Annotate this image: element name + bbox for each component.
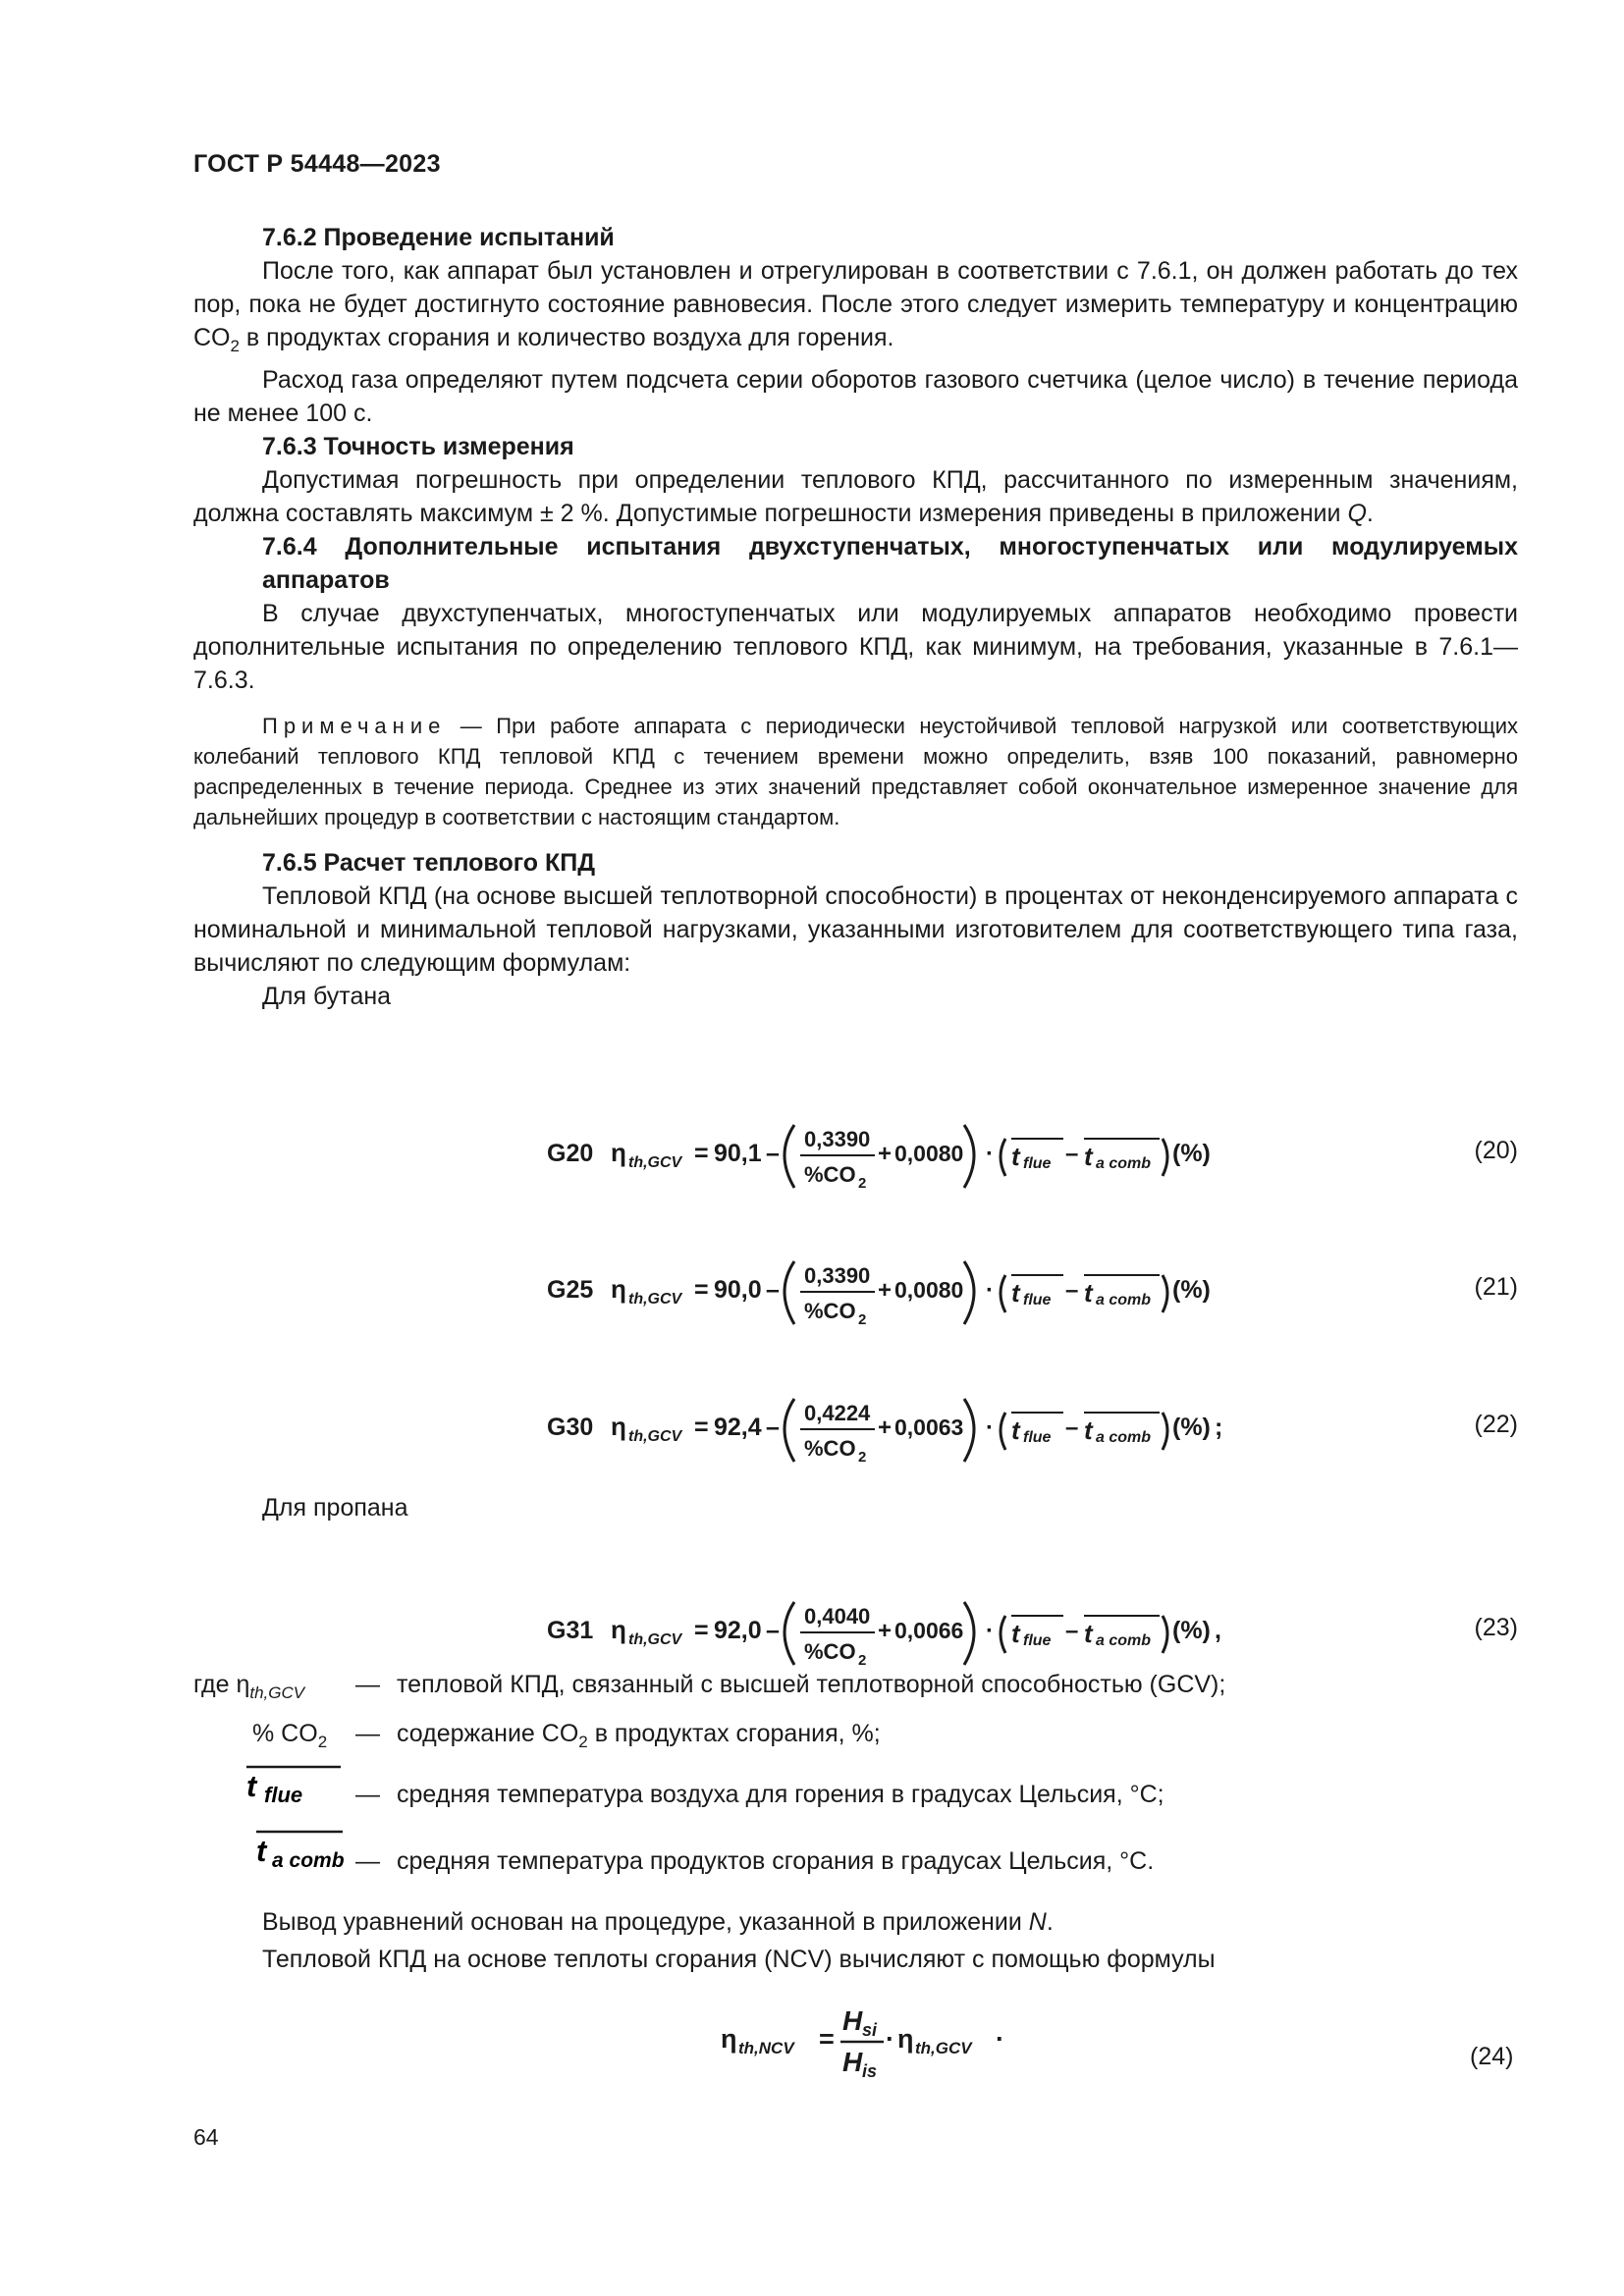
hsi-subscript: si: [862, 2020, 878, 2040]
eta-symbol: η: [721, 2024, 737, 2054]
eta-symbol: η: [611, 1412, 626, 1441]
hsi-h: H: [842, 2005, 863, 2036]
equals-sign: =: [819, 2024, 835, 2054]
eta-subscript: th,GCV: [628, 1631, 682, 1648]
close-paren-2: [1163, 1413, 1167, 1450]
dot: ·: [886, 2024, 894, 2054]
open-paren: [785, 1399, 794, 1462]
variable-t-flue: [193, 1769, 1518, 1820]
open-paren: [785, 1261, 794, 1324]
acomb-subscript: a comb: [1096, 1429, 1152, 1446]
his-h: H: [842, 2047, 863, 2077]
butane-label: Для бутана: [262, 983, 392, 1010]
minus-sign: –: [1065, 1141, 1079, 1167]
flue-subscript: flue: [1023, 1632, 1052, 1649]
equation-number: (20): [1474, 1137, 1518, 1164]
dash: —: [355, 1671, 380, 1698]
plus-sign: +: [878, 1415, 893, 1441]
t-flue-description: средняя температура воздуха для горения в градусах Цельсия, °C;: [397, 1781, 1164, 1808]
t-letter: t: [1011, 1619, 1020, 1648]
open-paren-2: [1001, 1139, 1005, 1176]
co2-subscript: 2: [858, 1311, 867, 1328]
percent-co2: %CO: [804, 1162, 856, 1187]
trailing-punctuation: ,: [1215, 1617, 1221, 1644]
flue-subscript: flue: [264, 1783, 303, 1807]
text: После того, как аппарат был установлен и отрегулирован в соответствии с 7.6.1, он должен работать до тех пор, пока не будет достигнуто состояние равновесия. После этого следует измерить температуру и концентрацию CO: [193, 257, 1518, 351]
ncv-paragraph: Тепловой КПД на основе теплоты сгорания (NCV) вычисляют с помощью формулы: [262, 1946, 1216, 1973]
gas-label: G25: [547, 1276, 594, 1304]
section-7-6-4-heading: 7.6.4 Дополнительные испытания двухступенчатых, многоступенчатых или модулируемых аппаратов: [262, 533, 1518, 594]
close-paren-2: [1163, 1275, 1167, 1312]
gas-label: G20: [547, 1140, 594, 1167]
eta-symbol: η: [897, 2024, 914, 2054]
note-label: Примечание: [262, 714, 447, 738]
plus-sign: +: [878, 1277, 893, 1304]
close-paren: [964, 1261, 974, 1324]
percent-unit: (%): [1172, 1140, 1211, 1167]
coefficient-numerator: 0,3390: [804, 1263, 871, 1288]
eta-symbol: η: [611, 1138, 626, 1167]
flue-subscript: flue: [1023, 1155, 1052, 1172]
eta-symbol: η: [236, 1671, 250, 1698]
additive-constant: 0,0080: [894, 1277, 964, 1303]
co2-text: % CO: [252, 1720, 318, 1747]
t-letter: t: [256, 1834, 267, 1868]
dash: —: [355, 1847, 380, 1875]
acomb-subscript: a comb: [1096, 1155, 1152, 1172]
formula-expression: [193, 1592, 1421, 1681]
flue-subscript: flue: [1023, 1429, 1052, 1446]
constant-value: 90,1: [714, 1140, 762, 1167]
text: .: [1366, 500, 1374, 527]
text: в продуктах сгорания и количество воздуха для горения.: [239, 324, 894, 351]
equation-number-24: (24): [1470, 2043, 1514, 2070]
acomb-subscript: a comb: [1096, 1292, 1152, 1308]
annex-n-paragraph: [262, 1908, 1054, 1937]
percent-unit: (%): [1172, 1617, 1211, 1644]
gas-label: G31: [547, 1617, 594, 1644]
propane-label: Для пропана: [262, 1494, 408, 1522]
formula-expression: [193, 1389, 1421, 1477]
page-number: 64: [193, 2124, 219, 2150]
text: Допустимая погрешность при определении теплового КПД, рассчитанного по измеренным значениям, должна составлять максимум ± 2 %. Допустимые погрешности измерения приведены в приложении: [193, 466, 1518, 527]
dot: ·: [986, 1618, 994, 1644]
t-acomb-symbol: [254, 1826, 362, 1877]
his-subscript: is: [862, 2061, 878, 2081]
additive-constant: 0,0063: [894, 1415, 964, 1440]
open-paren-2: [1001, 1413, 1005, 1450]
equation-number: (23): [1474, 1614, 1518, 1641]
percent-unit: (%): [1172, 1414, 1211, 1441]
gcv-subscript: th,GCV: [915, 2039, 972, 2057]
close-paren: [964, 1602, 974, 1665]
constant-value: 92,4: [714, 1414, 762, 1441]
variable-t-acomb: [193, 1834, 1518, 1887]
minus-sign: –: [1065, 1618, 1079, 1644]
coefficient-numerator: 0,3390: [804, 1127, 871, 1151]
eta-subscript: th,GCV: [628, 1291, 682, 1308]
plus-sign: +: [878, 1141, 893, 1167]
percent-co2: %CO: [804, 1299, 856, 1323]
paragraph: [193, 463, 1518, 530]
paragraph: [193, 254, 1518, 363]
t-acomb-description: средняя температура продуктов сгорания в градусах Цельсия, °C.: [397, 1847, 1155, 1875]
t-flue-symbol: [243, 1761, 351, 1810]
text: в продуктах сгорания, %;: [587, 1720, 881, 1747]
formula-24: [717, 1993, 1051, 2091]
percent-unit: (%): [1172, 1276, 1211, 1304]
co2-symbol: [252, 1720, 327, 1752]
dot: ·: [996, 2024, 1004, 2054]
open-paren: [785, 1125, 794, 1188]
eta-subscript: th,GCV: [628, 1428, 682, 1445]
document-designation: ГОСТ Р 54448—2023: [193, 150, 441, 178]
t-letter: t: [246, 1769, 257, 1803]
open-paren-2: [1001, 1275, 1005, 1312]
section-7-6-3-heading: 7.6.3 Точность измерения: [262, 433, 574, 460]
close-paren-2: [1163, 1616, 1167, 1653]
constant-value: 90,0: [714, 1276, 762, 1304]
section-7-6-5-heading: 7.6.5 Расчет теплового КПД: [262, 849, 596, 877]
gas-label: G30: [547, 1414, 594, 1441]
formula-23: [193, 1592, 1518, 1681]
eta-symbol: η: [611, 1615, 626, 1644]
minus-sign: –: [1065, 1415, 1079, 1441]
co2-subscript: 2: [858, 1652, 867, 1669]
equals-sign: =: [694, 1276, 709, 1304]
percent-co2: %CO: [804, 1436, 856, 1461]
t-letter: t: [1084, 1278, 1093, 1308]
close-paren-2: [1163, 1139, 1167, 1176]
t-letter: t: [1011, 1142, 1020, 1171]
eta-subscript: th,GCV: [249, 1683, 305, 1702]
minus-sign: –: [766, 1276, 780, 1304]
equation-number: (21): [1474, 1273, 1518, 1301]
minus-sign: –: [766, 1140, 780, 1167]
note: [193, 711, 1518, 832]
eta-symbol: η: [611, 1274, 626, 1304]
coefficient-numerator: 0,4224: [804, 1401, 871, 1425]
formula-expression: [193, 1115, 1421, 1203]
formula-22: [193, 1389, 1518, 1477]
paragraph: Расход газа определяют путем подсчета серии оборотов газового счетчика (целое число) в течение периода не менее 100 с.: [193, 366, 1518, 427]
eta-subscript: th,GCV: [628, 1154, 682, 1171]
text: Вывод уравнений основан на процедуре, указанной в приложении: [262, 1908, 1029, 1936]
close-paren: [964, 1399, 974, 1462]
percent-co2: %CO: [804, 1639, 856, 1664]
dash: —: [355, 1720, 380, 1747]
t-letter: t: [1084, 1142, 1093, 1171]
paragraph: В случае двухступенчатых, многоступенчатых или модулируемых аппаратов необходимо провести дополнительные испытания по определению теплового КПД, как минимум, на требования, указанные в 7.6.1—7.6.3.: [193, 600, 1518, 694]
open-paren-2: [1001, 1616, 1005, 1653]
trailing-punctuation: ;: [1215, 1414, 1223, 1441]
formula-expression: [193, 1252, 1421, 1340]
dash: —: [355, 1781, 380, 1808]
variable-co2: [193, 1720, 1518, 1759]
equals-sign: =: [694, 1140, 709, 1167]
text: .: [1046, 1908, 1054, 1936]
additive-constant: 0,0080: [894, 1141, 964, 1166]
note-text: — При работе аппарата с периодически неустойчивой тепловой нагрузкой или соответствующих колебаний теплового КПД тепловой КПД с течением времени можно определить, взяв 100 показаний, равномерно распределенных в течение периода. Среднее из этих значений представляет собой окончательное измеренное значение для дальнейших процедур в соответствии с настоящим стандартом.: [193, 714, 1518, 829]
eta-description: тепловой КПД, связанный с высшей теплотворной способностью (GCV);: [397, 1671, 1226, 1698]
paragraph: Тепловой КПД (на основе высшей теплотворной способности) в процентах от неконденсируемого аппарата с номинальной и минимальной тепловой нагрузками, указанными изготовителем для соответствующего типа газа, вычисляют по следующим формулам:: [193, 882, 1518, 977]
t-letter: t: [1011, 1278, 1020, 1308]
t-letter: t: [1084, 1415, 1093, 1445]
acomb-subscript: a comb: [1096, 1632, 1152, 1649]
coefficient-numerator: 0,4040: [804, 1604, 871, 1629]
formula-21: [193, 1252, 1518, 1340]
where-text: где: [193, 1671, 230, 1698]
subscript: 2: [578, 1733, 588, 1751]
t-letter: t: [1084, 1619, 1093, 1648]
co2-subscript: 2: [858, 1175, 867, 1192]
dot: ·: [986, 1141, 994, 1167]
constant-value: 92,0: [714, 1617, 762, 1644]
plus-sign: +: [878, 1618, 893, 1644]
ncv-subscript: th,NCV: [738, 2039, 794, 2057]
flue-subscript: flue: [1023, 1292, 1052, 1308]
minus-sign: –: [766, 1617, 780, 1644]
co2-subscript: 2: [858, 1449, 867, 1466]
main-content: [193, 221, 1518, 1013]
minus-sign: –: [766, 1414, 780, 1441]
variable-eta: [193, 1671, 1518, 1710]
t-letter: t: [1011, 1415, 1020, 1445]
minus-sign: –: [1065, 1277, 1079, 1304]
acomb-subscript: a comb: [272, 1849, 345, 1872]
additive-constant: 0,0066: [894, 1618, 964, 1643]
close-paren: [964, 1125, 974, 1188]
text: содержание CO: [397, 1720, 579, 1747]
equals-sign: =: [694, 1617, 709, 1644]
dot: ·: [986, 1277, 994, 1304]
annex-ref: N: [1028, 1908, 1047, 1936]
annex-ref: Q: [1347, 500, 1367, 527]
equation-number: (22): [1474, 1411, 1518, 1438]
subscript: 2: [230, 337, 240, 355]
section-7-6-2-heading: 7.6.2 Проведение испытаний: [262, 224, 615, 251]
open-paren: [785, 1602, 794, 1665]
equals-sign: =: [694, 1414, 709, 1441]
co2-description: [397, 1720, 881, 1752]
dot: ·: [986, 1415, 994, 1441]
formula-20: [193, 1115, 1518, 1203]
co2-subscript: 2: [317, 1733, 328, 1751]
where-word: [193, 1671, 304, 1703]
